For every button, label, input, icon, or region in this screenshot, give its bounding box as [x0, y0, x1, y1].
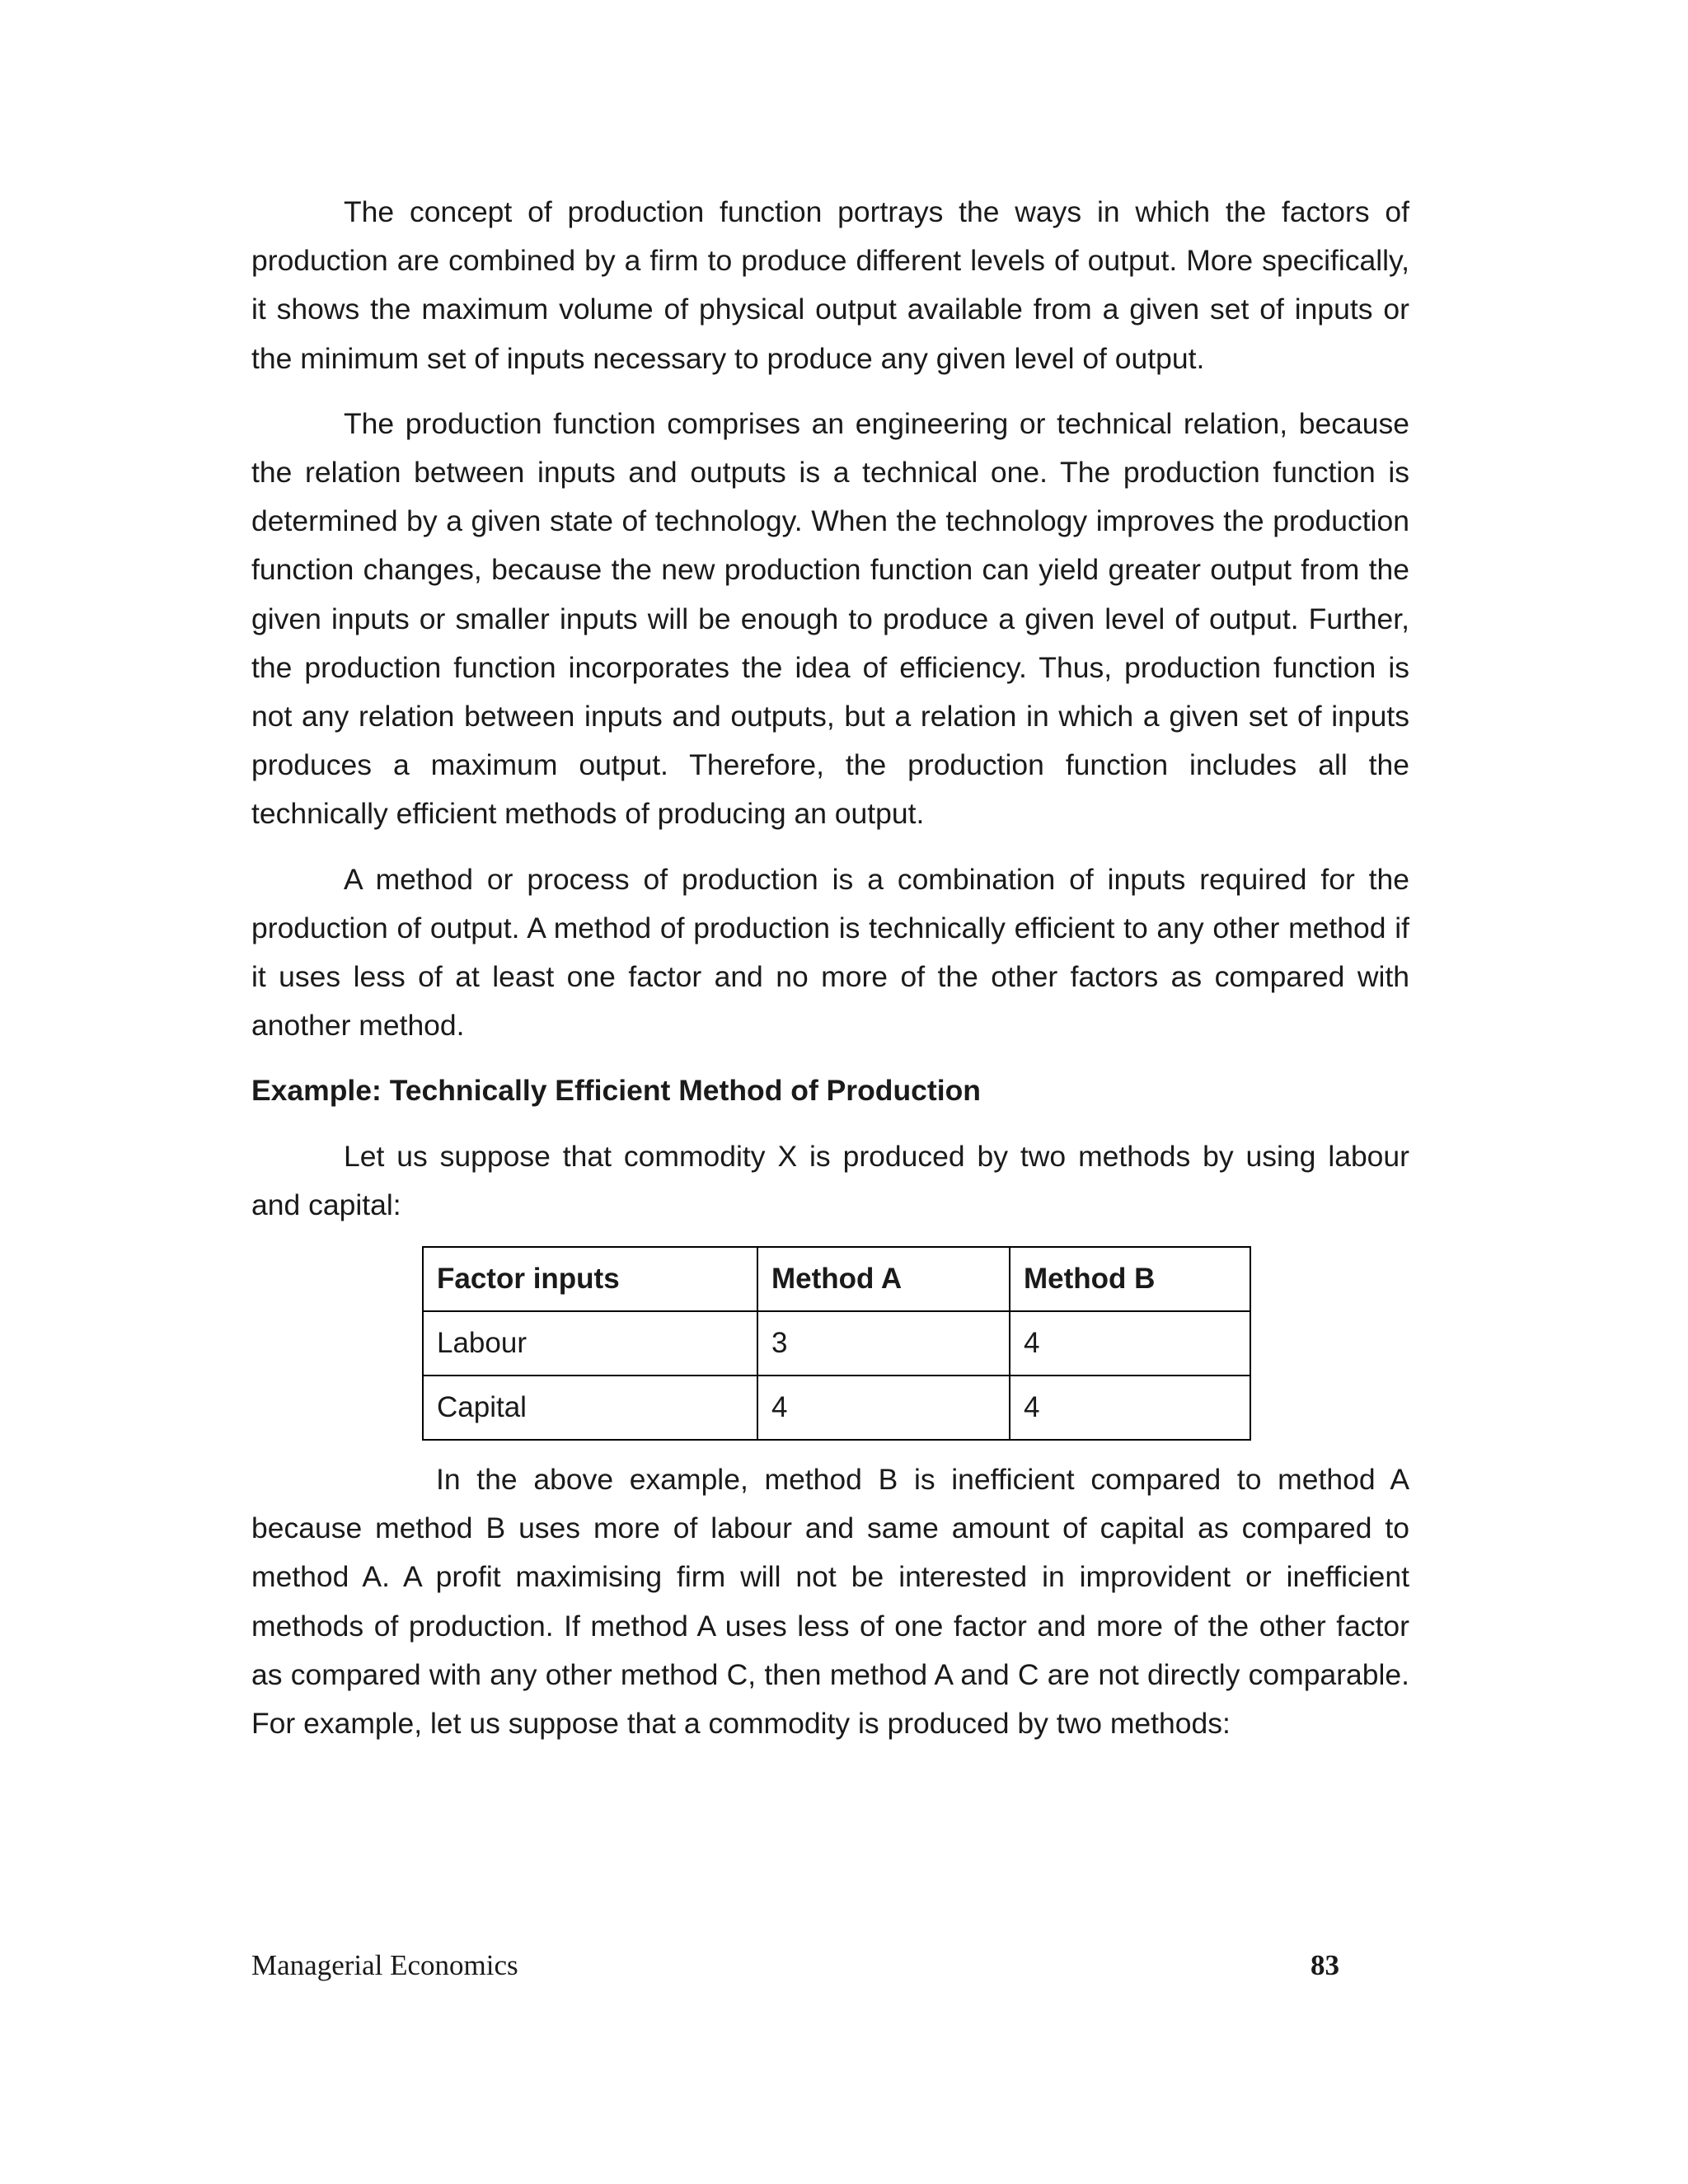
table-cell: 4 — [1010, 1376, 1250, 1440]
table-cell: Capital — [423, 1376, 757, 1440]
example-heading: Example: Technically Efficient Method of Production — [251, 1074, 981, 1108]
table-header-cell: Method A — [757, 1247, 1010, 1311]
factor-table-wrapper — [422, 1246, 1409, 1441]
footer-book-title: Managerial Economics — [251, 1949, 518, 1981]
paragraph-conclusion: In the above example, method B is inefficient compared to method A because method B uses more of labour and same amount of capital as compared to method A. A profit maximising firm will not be interested in improvident or inefficient methods of production. If method A uses less of one factor and more of the other factor as compared with any other method C, then method A and C are not directly comparable. For example, let us suppose that a commodity is produced by two methods: — [251, 1463, 1409, 1741]
table-cell: 4 — [757, 1376, 1010, 1440]
table-header-cell: Factor inputs — [423, 1247, 757, 1311]
table-cell: Labour — [423, 1311, 757, 1376]
factor-inputs-table — [422, 1246, 1251, 1441]
table-cell: 3 — [757, 1311, 1010, 1376]
table-cell: 4 — [1010, 1311, 1250, 1376]
paragraph-technical-relation: The production function comprises an engineering or technical relation, because the relation between inputs and outputs is a technical one. The production function is determined by a given state of technology. When the technology improves the production function changes, because the new production function can yield greater output from the given inputs or smaller inputs will be enough to produce a given level of output. Further, the production function incorporates the idea of efficiency. Thus, production function is not any relation between inputs and outputs, but a relation in which a given set of inputs produces a maximum output. Therefore, the production function includes all the technically efficient methods of producing an output. — [251, 406, 1409, 831]
paragraph-method-of-production: A method or process of production is a combination of inputs required for the production of output. A method of production is technically efficient to any other method if it uses less of at least one factor and no more of the other factors as compared with another method. — [251, 862, 1409, 1043]
footer-page-number: 83 — [1311, 1949, 1339, 1981]
table-header-cell: Method B — [1010, 1247, 1250, 1311]
example-intro: Let us suppose that commodity X is produced by two methods by using labour and capital: — [251, 1139, 1409, 1221]
table-row — [423, 1376, 1250, 1440]
page-body — [251, 188, 1409, 1748]
table-row — [423, 1311, 1250, 1376]
table-header-row — [423, 1247, 1250, 1311]
paragraph-production-function-concept: The concept of production function portrays the ways in which the factors of production are combined by a firm to produce different levels of output. More specifically, it shows the maximum volume of physical output available from a given set of inputs or the minimum set of inputs necessary to produce any given level of output. — [251, 195, 1409, 375]
